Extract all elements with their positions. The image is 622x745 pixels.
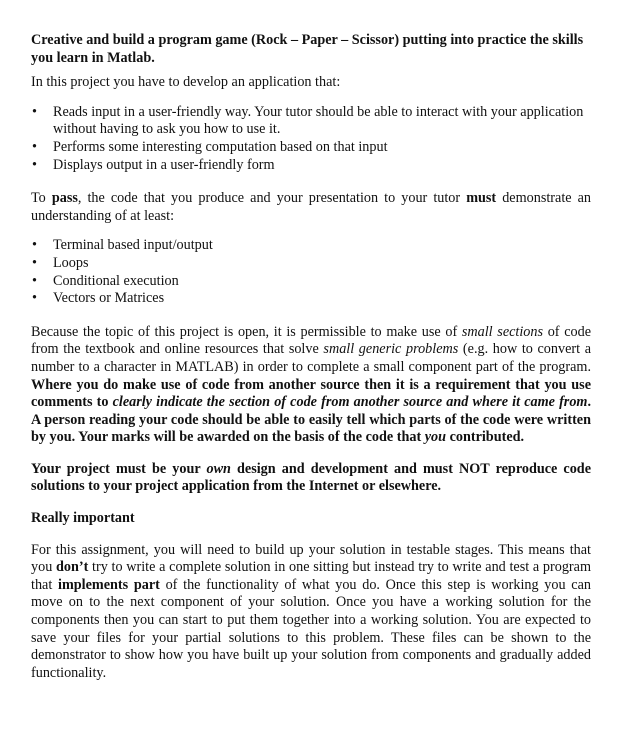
text-run: pass [51, 190, 78, 207]
list-item: • Reads input in a user-friendly way. Your tutor should be able to interact with your application without having to ask you how to use it. [31, 104, 591, 139]
topics-list [31, 237, 591, 307]
text-run: clearly indicate the section of code from another source and where it came from [112, 394, 588, 411]
text-run: For this assignment, you will need to build up your solution in testable stages. This means that you [31, 541, 591, 576]
text-run: don’t [56, 559, 89, 576]
own-design-paragraph [31, 461, 591, 496]
text-run: design and development and must NOT reproduce code solutions to your project application from the Internet or elsewhere. [31, 460, 591, 495]
text-run [425, 429, 446, 445]
text-run: Where you do make use of code from another source then it is a requirement that you use comments to [31, 376, 591, 411]
list-item: • Loops [31, 255, 591, 273]
list-item: • Displays output in a user-friendly form [31, 157, 591, 175]
pass-paragraph [31, 190, 591, 225]
text-run: small sections [461, 323, 544, 340]
document-content [31, 32, 591, 682]
text-run [113, 394, 588, 410]
text-run: contributed. [446, 429, 525, 446]
assignment-paragraph [31, 542, 591, 683]
section-heading: Really important [31, 510, 135, 527]
text-run: , the code that you produce and your presentation to your tutor [77, 190, 467, 207]
intro-text: In this project you have to develop an application that: [31, 74, 341, 91]
text-run: try to write a complete solution in one sitting but instead try to write and test a program that [31, 559, 591, 593]
list-item: • Conditional execution [31, 273, 591, 291]
requirements-list [31, 104, 591, 174]
text-run: To [31, 190, 52, 207]
text-run: Because the topic of this project is open, it is permissible to make use of [31, 323, 462, 340]
text-run: of the functionality of what you do. Once this step is working you can move on to the next component of your solution. Once you have a working solution for the components then you can start to put them together into a working solution. You are expected to save your files for your partial solutions to this problem. These files can be shown to the demonstrator to show how you have built up your solution from components and gradually added functionality. [31, 576, 591, 681]
document-title: Creative and build a program game (Rock – Paper – Scissor) putting into practice the skills you learn in Matlab. [31, 32, 584, 66]
text-run: (e.g. how to convert a number to a character in MATLAB) in order to complete a small component part of the program. [31, 341, 591, 375]
text-run: of code from the textbook and online resources that solve [31, 323, 591, 358]
text-run: must [466, 190, 497, 207]
text-run: you [424, 429, 447, 446]
list-item: • Vectors or Matrices [31, 290, 591, 308]
list-item: • Terminal based input/output [31, 237, 591, 255]
list-item: • Performs some interesting computation based on that input [31, 139, 591, 157]
text-run: Your project must be your [31, 460, 207, 477]
text-run: . A person reading your code should be able to easily tell which parts of the code were written by you. Your marks will be awarded on the basis of the code that [31, 394, 591, 446]
text-run: small generic problems [323, 341, 459, 358]
open-topic-paragraph [31, 324, 591, 447]
text-run: demonstrate an understanding of at least: [31, 190, 592, 224]
text-run: own [206, 460, 231, 477]
text-run: implements part [58, 576, 160, 593]
